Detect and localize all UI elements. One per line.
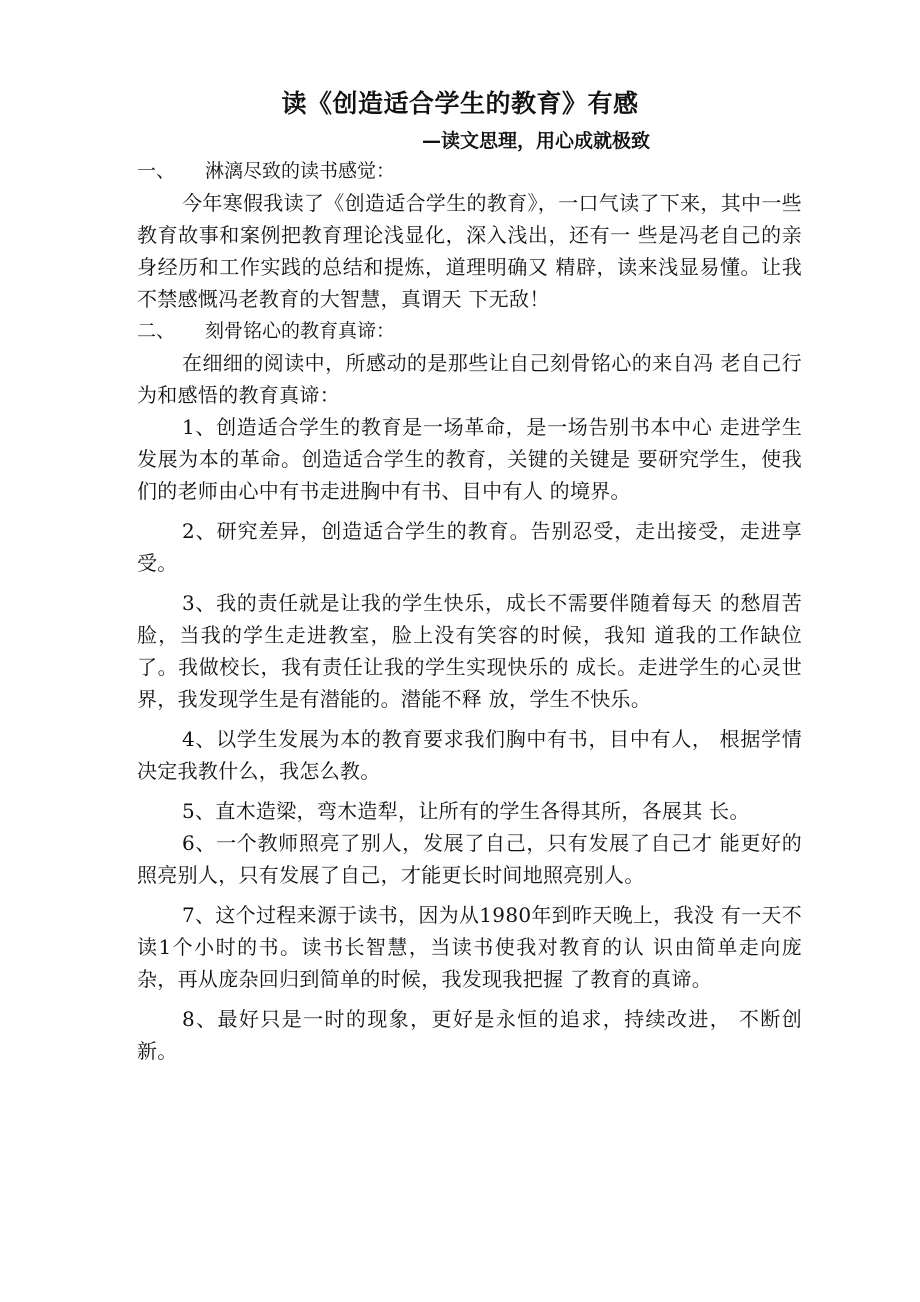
list-item: 7、这个过程来源于读书，因为从1980年到昨天晚上，我没 有一天不读1个小时的书。读书长智慧，当读书使我对教育的认 识由简单走向庞杂，再从庞杂回归到简单的时候，我发现我把握 了教育的真谛。 [137, 903, 802, 991]
list-item: 3、我的责任就是让我的学生快乐，成长不需要伴随着每天 的愁眉苦脸，当我的学生走进教室，脸上没有笑容的时候，我知 道我的工作缺位了。我做校长，我有责任让我的学生实现快乐的 成长。走进学生的心灵世界，我发现学生是有潜能的。潜能不释 放，学生不快乐。 [137, 591, 802, 711]
list-item: 2、研究差异，创造适合学生的教育。告别忍受，走出接受，走进享受。 [137, 519, 802, 575]
section-number: 一、 [137, 160, 176, 182]
paragraph: 在细细的阅读中，所感动的是那些让自己刻骨铭心的来自冯 老自己行为和感悟的教育真谛： [137, 351, 802, 407]
paragraph: 今年寒假我读了《创造适合学生的教育》，一口气读了下来，其中一些教育故事和案例把教育理论浅显化，深入浅出，还有一 些是冯老自己的亲身经历和工作实践的总结和提炼，道理明确又 精辟，读来浅显易懂。让我不禁感慨冯老教育的大智慧，真谓天 下无敌！ [137, 191, 802, 311]
section-number: 二、 [137, 320, 176, 342]
list-item: 1、创造适合学生的教育是一场革命，是一场告别书本中心 走进学生发展为本的革命。创造适合学生的教育，关键的关键是 要研究学生，使我们的老师由心中有书走进胸中有书、目中有人 的境界。 [137, 415, 802, 503]
section-heading [137, 155, 802, 187]
section-heading-text: 淋漓尽致的读书感觉： [205, 160, 396, 182]
list-item: 4、以学生发展为本的教育要求我们胸中有书，目中有人， 根据学情决定我教什么，我怎么教。 [137, 727, 802, 783]
list-item: 5、直木造梁，弯木造犁，让所有的学生各得其所，各展其 长。 [182, 799, 750, 823]
list-item: 6、一个教师照亮了别人，发展了自己，只有发展了自己才 能更好的照亮别人，只有发展了自己，才能更长时间地照亮别人。 [137, 831, 802, 887]
document-body [137, 155, 802, 1067]
section-heading-text: 刻骨铭心的教育真谛： [205, 320, 396, 342]
document-subtitle: —读文思理，用心成就极致 [422, 130, 651, 152]
section-heading [137, 315, 802, 347]
document-title: 读《创造适合学生的教育》有感 [281, 89, 639, 118]
list-item: 8、最好只是一时的现象，更好是永恒的追求，持续改进， 不断创新。 [137, 1007, 802, 1063]
